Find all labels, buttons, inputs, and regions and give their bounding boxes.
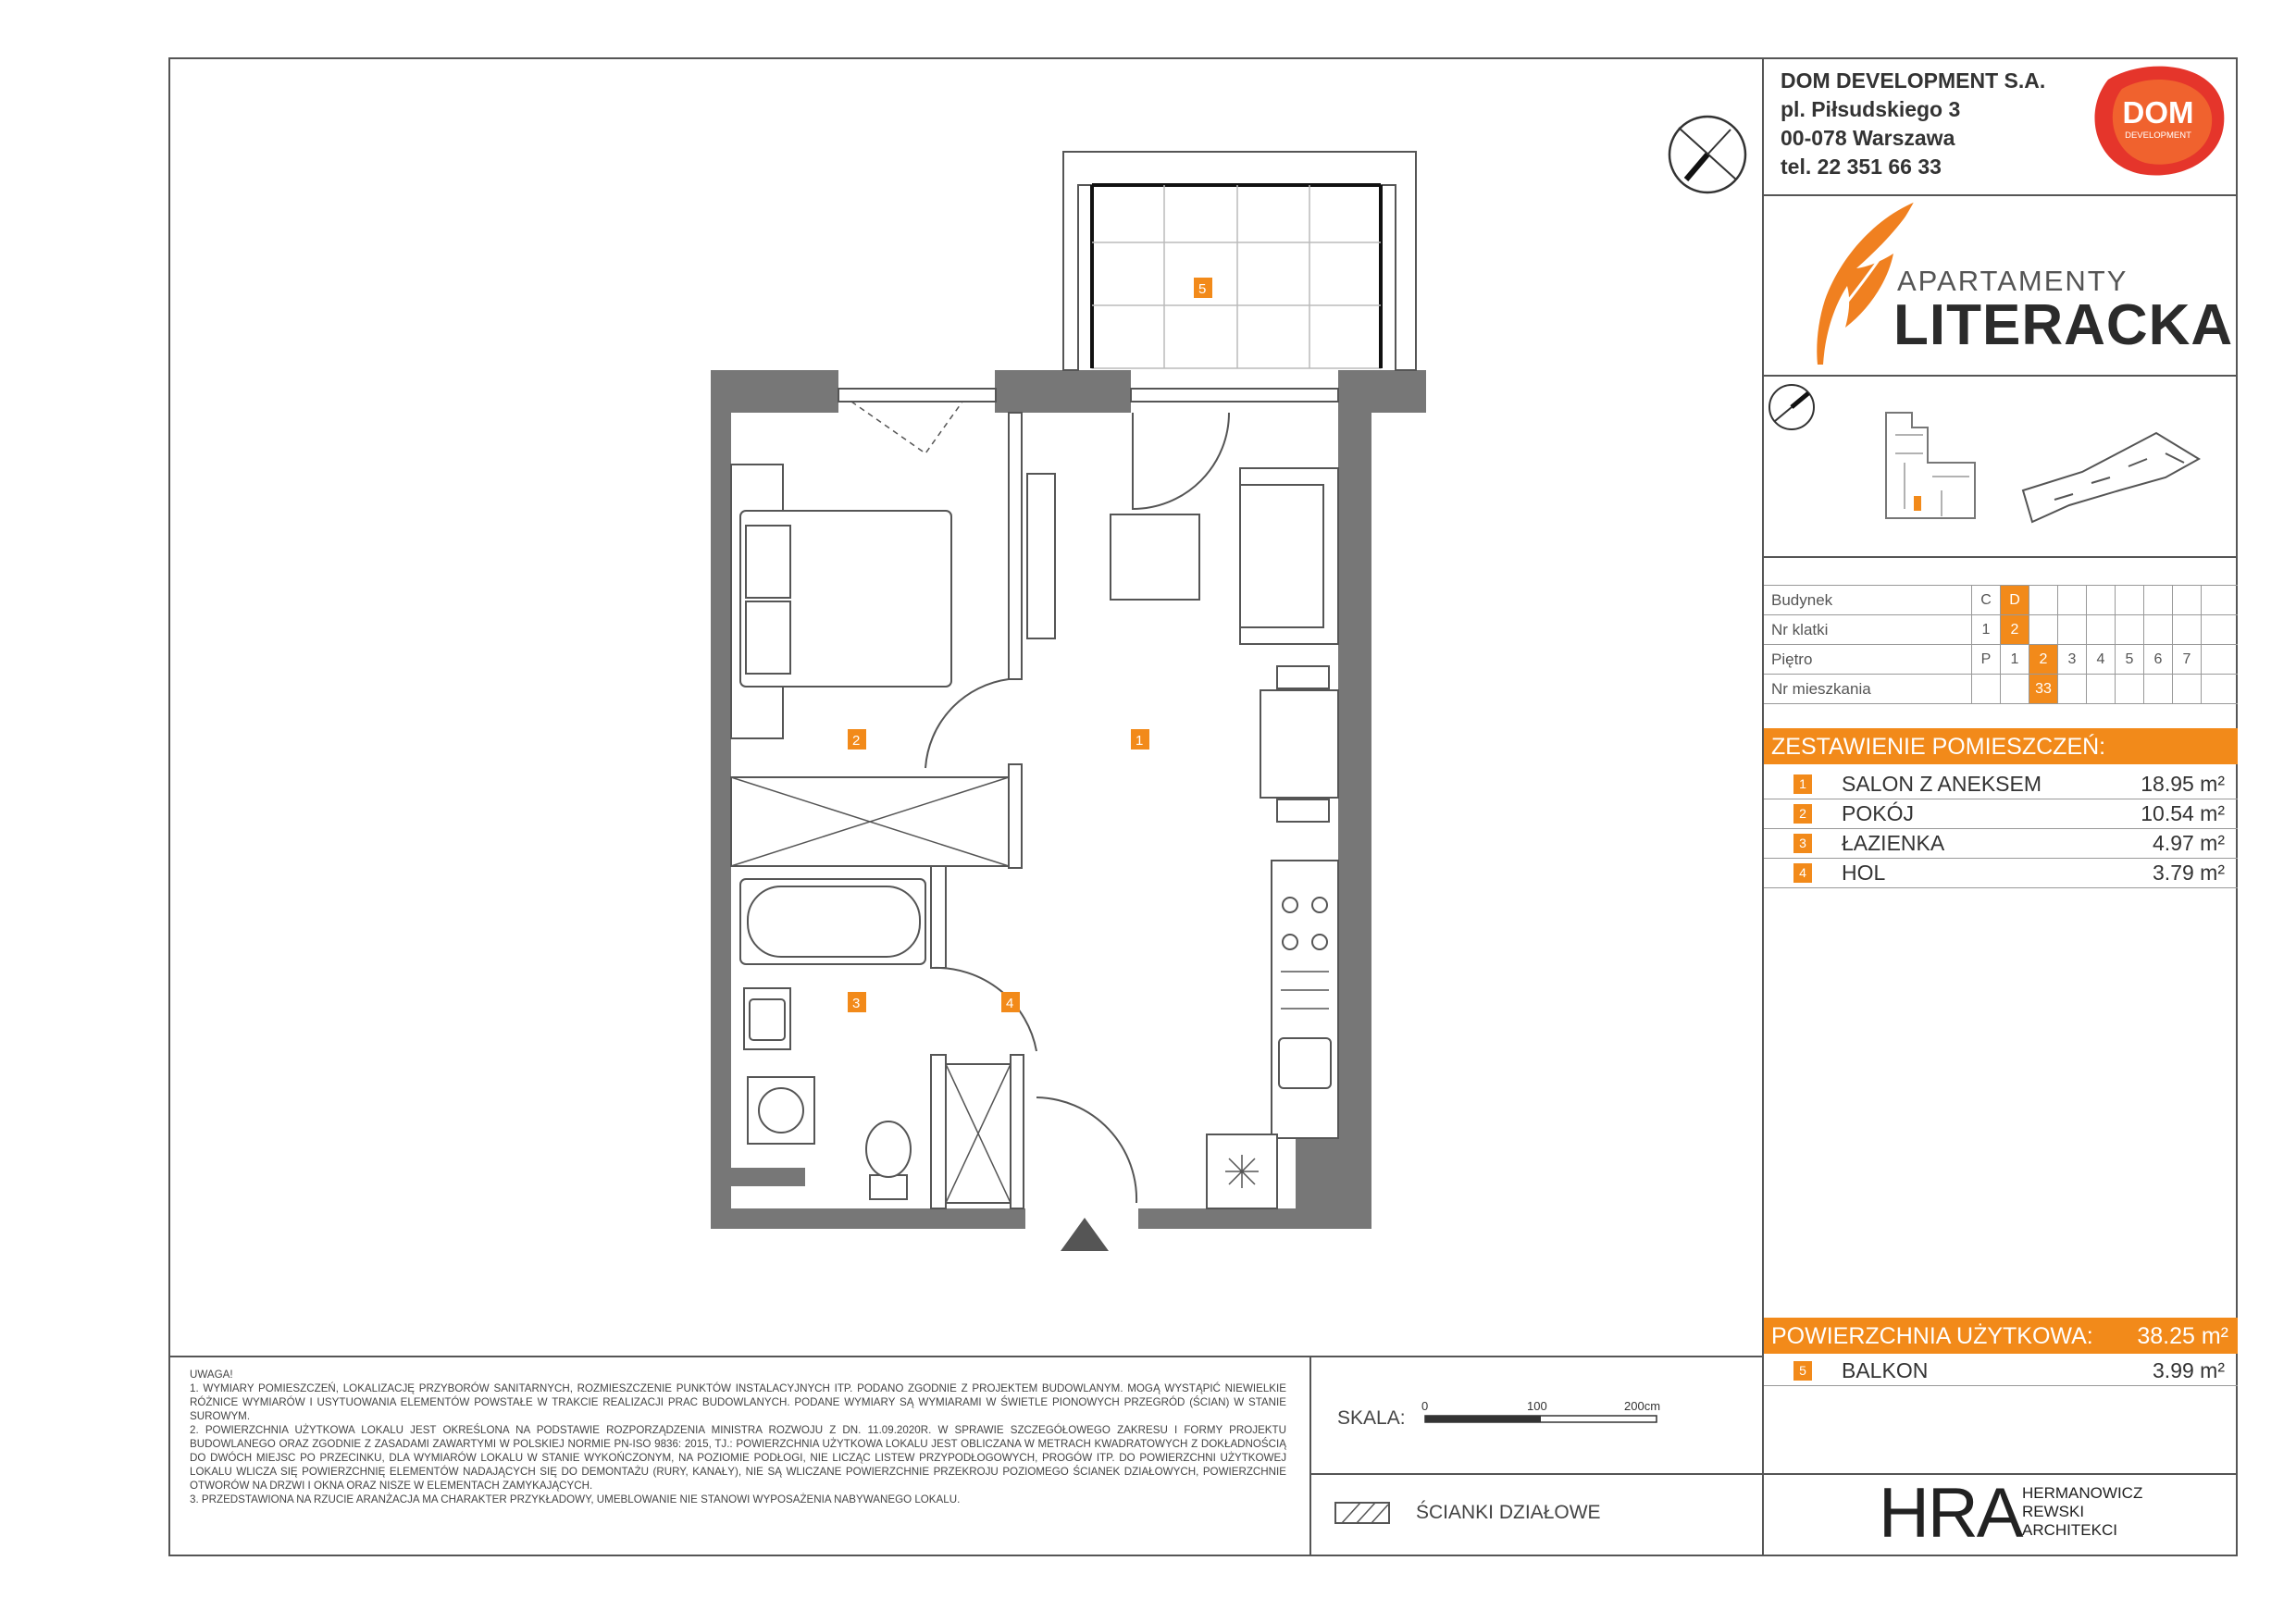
room-name: SALON Z ANEKSEM — [1842, 772, 2042, 796]
cell-empty — [2057, 586, 2086, 614]
cell-building-d: D — [2000, 586, 2029, 614]
compass-small-icon — [1764, 379, 1819, 435]
cell-empty — [2201, 675, 2229, 703]
label-apartment: Nr mieszkania — [1771, 680, 1871, 698]
logo-development: DEVELOPMENT — [2125, 130, 2191, 141]
architect-line: ARCHITEKCI — [2022, 1521, 2117, 1539]
project-subtitle: APARTAMENTY — [1897, 265, 2128, 297]
keyplan-building-icon — [2017, 426, 2203, 527]
cell-floor: 3 — [2057, 645, 2086, 674]
architect-name — [2022, 1484, 2142, 1540]
room-number-badge: 5 — [1793, 1361, 1812, 1381]
room-area: 10.54 m² — [2141, 801, 2225, 825]
project-title: LITERACKA — [1893, 293, 2234, 357]
notes-title: UWAGA! — [190, 1369, 233, 1381]
cell-empty — [2057, 675, 2086, 703]
dom-development-logo — [2090, 61, 2227, 181]
balcony-row — [1764, 1357, 2238, 1386]
cell-floor: 6 — [2143, 645, 2172, 674]
room-name: ŁAZIENKA — [1842, 831, 1945, 855]
cell-empty — [2201, 586, 2229, 614]
cell-staircase-1: 1 — [1971, 615, 2000, 644]
room-tag: 5 — [1198, 281, 1207, 297]
cell-building-c: C — [1971, 586, 2000, 614]
room-number-badge: 4 — [1793, 863, 1812, 883]
cell-floor-selected: 2 — [2029, 645, 2057, 674]
scale-tick: 200cm — [1624, 1399, 1661, 1413]
cell-staircase-2: 2 — [2000, 615, 2029, 644]
room-tag: 3 — [852, 996, 861, 1011]
cell-empty — [2029, 615, 2057, 644]
cell-floor: 5 — [2115, 645, 2143, 674]
cell-empty — [2172, 615, 2201, 644]
scale-divider — [1309, 1356, 1311, 1556]
notes — [190, 1368, 1286, 1506]
cell-floor: P — [1971, 645, 2000, 674]
rooms-header-text: ZESTAWIENIE POMIESZCZEŃ: — [1771, 734, 2106, 760]
rooms-header — [1764, 728, 2238, 764]
architect-line: HERMANOWICZ — [2022, 1484, 2143, 1502]
company-street: pl. Piłsudskiego 3 — [1781, 97, 1961, 121]
sep-keyplan — [1764, 556, 2238, 558]
company-phone: tel. 22 351 66 33 — [1781, 155, 1942, 179]
scale-tick: 100 — [1527, 1399, 1547, 1413]
scale-tick: 0 — [1421, 1399, 1429, 1413]
room-name: POKÓJ — [1842, 801, 1914, 825]
cell-floor: 7 — [2172, 645, 2201, 674]
row-apartment — [1764, 674, 2238, 704]
room-number-badge: 1 — [1793, 774, 1812, 794]
row-floor — [1764, 644, 2238, 674]
room-area: 3.99 m² — [2153, 1358, 2225, 1382]
company-name: DOM DEVELOPMENT S.A. — [1781, 68, 2046, 93]
cell-empty — [2086, 675, 2115, 703]
cell-empty — [2115, 675, 2143, 703]
sep-company — [1764, 194, 2238, 196]
keyplan-floor-icon — [1877, 407, 1979, 523]
usable-area-label: POWIERZCHNIA UŻYTKOWA: — [1771, 1323, 2093, 1349]
label-staircase: Nr klatki — [1771, 621, 1829, 638]
room-row — [1764, 859, 2238, 888]
cell-empty — [2143, 615, 2172, 644]
bottom-divider — [168, 1356, 1764, 1357]
company-city: 00-078 Warszawa — [1781, 126, 1955, 150]
room-number-badge: 3 — [1793, 834, 1812, 853]
cell-empty — [2000, 675, 2029, 703]
room-tag: 1 — [1136, 733, 1144, 749]
scale-bar — [1416, 1397, 1694, 1434]
label-building: Budynek — [1771, 591, 1833, 609]
cell-empty — [2115, 615, 2143, 644]
cell-empty — [2172, 586, 2201, 614]
cell-empty — [2115, 586, 2143, 614]
room-area: 18.95 m² — [2141, 772, 2225, 796]
legend-label: ŚCIANKI DZIAŁOWE — [1416, 1502, 1601, 1523]
room-row — [1764, 829, 2238, 859]
room-name: BALKON — [1842, 1358, 1929, 1382]
room-number-badge: 2 — [1793, 804, 1812, 824]
note-item: 1. WYMIARY POMIESZCZEŃ, LOKALIZACJĘ PRZYBORÓW SANITARNYCH, ROZMIESZCZENIE PUNKTÓW INSTALACYJNYCH ITP. PODANO ZGODNIE Z PROJEKTEM BUDOWLANYM. MOGĄ WYSTĄPIĆ NIEWIELKIE RÓŻNICE WYMIARÓW I USYTUOWANIA ELEMENTÓW POWSTAŁE W TRAKCIE REALIZACJI PRAC BUDOWLANYCH. PODANE WYMIARY SĄ WYMIARAMI W ŚWIETLE PIONOWYCH PRZEGRÓD (ŚCIAN) W STANIE SUROWYM. — [190, 1382, 1286, 1422]
cell-empty — [2143, 675, 2172, 703]
room-area: 3.79 m² — [2153, 861, 2225, 885]
room-tag: 2 — [852, 733, 861, 749]
room-row — [1764, 799, 2238, 829]
cell-empty — [2172, 675, 2201, 703]
usable-area-value: 38.25 m² — [2137, 1323, 2228, 1349]
cell-floor: 1 — [2000, 645, 2029, 674]
row-building — [1764, 585, 2238, 614]
cell-empty — [2086, 586, 2115, 614]
scale-label: SKALA: — [1337, 1407, 1406, 1429]
sep-project — [1764, 375, 2238, 377]
cell-apartment-number: 33 — [2029, 675, 2057, 703]
note-item: 2. POWIERZCHNIA UŻYTKOWA LOKALU JEST OKREŚLONA NA PODSTAWIE ROZPORZĄDZENIA MINISTRA ROZWOJU Z DN. 11.09.2020R. W SPRAWIE SZCZEGÓŁOWEGO ZAKRESU I FORMY PROJEKTU BUDOWLANEGO ORAZ ZGODNIE Z ZASADAMI ZAWARTYMI W POLSKIEJ NORMIE PN-ISO 9836: 2015, TJ.: POWIERZCHNIA UŻYTKOWA LOKALU JEST OBLICZANA W METRACH KWADRATOWYCH Z DOKŁADNOŚCIĄ DO DWÓCH MIEJSC PO PRZECINKU, DLA WYMIARÓW LOKALU W STANIE WYKOŃCZONYM, NA POZIOMIE PODŁOGI, NIE LICZĄC LISTEW PRZYPODŁOGOWYCH, PROGÓW ITP. DO POWIERZCHNI UŻYTKOWEJ LOKALU WLICZA SIĘ POWIERZCHNIĘ ELEMENTÓW NADAJĄCYCH SIĘ DO DEMONTAŻU (RURY, KANAŁY), NIE SĄ WLICZANE POWIERZCHNIE PRZEKROJU POZIOMEGO ŚCIANEK DZIAŁOWYCH, POWIERZCHNIE OTWORÓW NA DRZWI I OKNA ORAZ NISZE W ELEMENTACH ZAMYKAJĄCYCH. — [190, 1424, 1286, 1492]
cell-empty — [2057, 615, 2086, 644]
cell-empty — [2143, 586, 2172, 614]
cell-empty — [2086, 615, 2115, 644]
architect-mark: HRA — [1879, 1474, 2022, 1553]
cell-floor: 4 — [2086, 645, 2115, 674]
cell-empty — [2201, 615, 2229, 644]
partition-hatch-icon — [1334, 1502, 1392, 1526]
architect-line: REWSKI — [2022, 1503, 2085, 1520]
cell-empty — [2201, 645, 2229, 674]
room-row — [1764, 770, 2238, 799]
compass-icon — [1662, 109, 1753, 200]
legend-divider — [1309, 1473, 1764, 1475]
company-block — [1781, 67, 2045, 181]
row-staircase — [1764, 614, 2238, 644]
room-name: HOL — [1842, 861, 1886, 885]
logo-dom: DOM — [2122, 95, 2194, 130]
floor-plan — [685, 139, 1453, 1268]
cell-empty — [2029, 586, 2057, 614]
label-floor: Piętro — [1771, 650, 1813, 668]
note-item: 3. PRZEDSTAWIONA NA RZUCIE ARANŻACJA MA CHARAKTER PRZYKŁADOWY, UMEBLOWANIE NIE STANOWI WYPOSAŻENIA NABYWANEGO LOKALU. — [190, 1493, 961, 1505]
room-tag: 4 — [1006, 996, 1014, 1011]
usable-area-bar — [1764, 1318, 2238, 1354]
cell-empty — [1971, 675, 2000, 703]
room-area: 4.97 m² — [2153, 831, 2225, 855]
